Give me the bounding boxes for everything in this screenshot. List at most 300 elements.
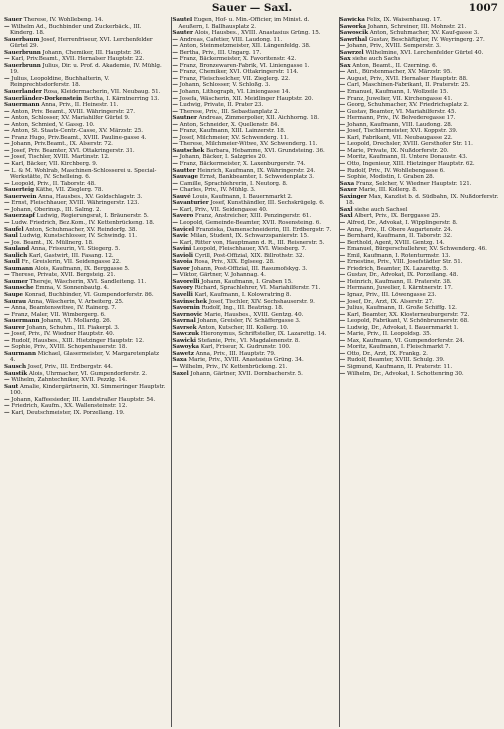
entry-details: Josef, Priv., IV. Wiedner Hauptstr. 40. (11, 331, 115, 338)
entry-surname: — (339, 331, 346, 338)
entry-details: Anna, Beamtenswitwe, IV. Rainerg. 7. (11, 305, 117, 312)
entry-details: Karl, Beamter, XX. Klosterneuburgerstr. 72. (346, 311, 470, 318)
entry-details: Anna, Wäscherin, V. Arbeiterg. 25. (27, 298, 124, 305)
entry-surname: — (172, 82, 178, 89)
entry-details: Anton, Kutscher, III. Kollerg. 10. (198, 324, 289, 331)
entry-details: Anton, Beamt., II. Czerning. 6. (352, 62, 438, 69)
entry-surname: Savoia (172, 259, 193, 266)
entry-surname: Saurmann (4, 350, 36, 357)
entry-surname: Sax (339, 56, 351, 63)
entry-surname: Sauerbrunn (4, 49, 41, 56)
entry-surname: Saworka (339, 23, 366, 30)
entry-details: Charles, Priv., IV. Mühlg. 3. (179, 187, 256, 194)
entry-details: Marie, III. Kollerg. 8. (358, 187, 418, 194)
entry-details: Johann, Bäcker, I. Salzgries 20. (179, 154, 267, 161)
entry-surname: Savanturier (172, 200, 209, 207)
entry-surname: — (339, 363, 346, 370)
entry-surname: — (339, 239, 346, 246)
entry-surname: — (339, 252, 346, 259)
entry-surname: — (172, 36, 178, 43)
directory-entry (340, 371, 500, 378)
entry-details: Hermann, Priv., IV. Belvederegasse 17. (346, 115, 456, 122)
page-number: 1007 (468, 2, 498, 14)
entry-details: Johann, Kaufmann, I. Graben 15. (201, 278, 293, 285)
entry-surname: Sauerbaum (4, 36, 40, 43)
entry-surname: — (172, 95, 178, 102)
entry-details: Marie, Priv., XVIII. Anastasius Grüng. 34. (188, 357, 304, 364)
column-1 (4, 17, 165, 727)
entry-details: Anton, Priv. Beamt., XVIII. Währingerstr. 27. (11, 108, 136, 115)
entry-details: Therese, Private, XVII. Bergsteig. 21. (11, 272, 116, 279)
entry-surname: — (4, 239, 10, 246)
entry-surname: Saul (4, 233, 18, 240)
entry-details: Felix, IX. Waisenhausg. 17. (366, 17, 442, 23)
entry-surname: — (172, 363, 178, 370)
entry-details: Josef, Tischler, XIV. Sechshauserstr. 9. (208, 298, 315, 305)
entry-surname: — (339, 89, 346, 96)
entry-details: Viktor, Gärtner, V. Johannag. 4. (179, 272, 266, 279)
entry-surname: — (339, 259, 346, 266)
entry-details: Rudolf, Ing., III. Beatrixg. 18. (201, 305, 284, 312)
entry-surname: Sawicka (339, 17, 365, 23)
entry-details: Otto, Dr., Arzt, IX. Frankg. 2. (346, 350, 428, 357)
entry-surname: Sauermann (4, 102, 40, 109)
entry-details: Anton, Schuhmacher, XV. Reindorfg. 38. (25, 226, 138, 233)
entry-surname: Sawetz (172, 350, 194, 357)
entry-surname: Saxa (172, 357, 187, 364)
directory-entry (4, 37, 165, 50)
directory-entry (4, 351, 165, 364)
entry-details: Franz, Kaufmann, XIII. Lainzerstr. 18. (179, 128, 286, 135)
entry-details: Karl, Friseur, X. Gudrunstr. 100. (200, 344, 291, 351)
entry-details: Emanuel, Bürgerschullehrer, XV. Schwenderg. 46. (346, 246, 487, 253)
entry-details: Josef, Herrenfriseur, XVI. Lerchenfelder Gürtel 29. (10, 36, 153, 50)
entry-surname: — (172, 154, 178, 161)
entry-surname: — (339, 141, 346, 148)
entry-surname: — (172, 56, 178, 63)
entry-details: Konrad, Buchbinder, VI. Gumpendorferstr. 86. (24, 291, 154, 298)
entry-details: Käthe, VII. Zieglerg. 78. (35, 187, 104, 194)
entry-surname: Saustik (4, 370, 28, 377)
entry-surname: — (339, 272, 346, 279)
entry-details: Leopold, Drechsler, XVIII. Gersthofer Str. 11. (346, 141, 473, 148)
entry-details: Rosa, Kleidermacherin, VII. Neubaug. 51. (43, 89, 161, 96)
entry-surname: Savrnal (172, 318, 196, 325)
entry-details: Anna, Priv., II. Heinestr. 11. (41, 102, 119, 109)
entry-details: Karl, Gastwirt, III. Fasang. 12. (28, 252, 114, 259)
entry-surname: Savic (172, 233, 189, 240)
entry-details: Cyrill, Post-Offizial, XIX. Billrothstr. 32. (194, 252, 305, 259)
directory-entry (4, 76, 165, 89)
entry-details: Leopold, Priv., II. Taborstr. 48. (11, 180, 96, 187)
entry-surname: — (339, 233, 346, 240)
entry-details: Johann, Lithograph, VI. Liniengasse 14. (179, 89, 291, 96)
entry-details: Sophie, Modistin, I. Graben 28. (346, 174, 435, 181)
entry-surname: — (172, 121, 178, 128)
entry-surname: — (4, 403, 10, 410)
entry-surname: Sauland (4, 246, 30, 253)
entry-surname: Sawrthal (339, 36, 368, 43)
entry-details: Johann, Priv., XVIII. Semperstr. 3. (346, 43, 441, 50)
entry-surname: — (4, 108, 10, 115)
entry-details: Bertha, I. Kärntnerring 13. (83, 95, 160, 102)
column-3 (339, 17, 500, 727)
entry-surname: — (4, 141, 10, 148)
entry-surname: — (339, 344, 346, 351)
entry-surname: — (4, 23, 10, 30)
entry-details: Ernst, Fleischhauer, XVIII. Währingerstr. 123. (11, 200, 140, 207)
entry-surname: — (339, 318, 346, 325)
entry-details: Heinrich, Kaufmann, IX. Währingerstr. 24. (197, 167, 316, 174)
entry-details: Therese, Priv., III. Sebastianplatz 2. (179, 108, 280, 115)
entry-details: Bernhard, Kaufmann, II. Taborstr. 32. (346, 233, 452, 240)
entry-details: Emil, Kaufmann, I. Rotenturmstr. 13. (346, 252, 451, 259)
entry-details: Alois, Uhrmacher, VI. Gumpendorferstr. 2. (28, 370, 147, 377)
entry-details: Gustav, Beamter, VI. Mariahilferstr. 45. (346, 108, 457, 115)
directory-entry (172, 371, 332, 378)
entry-details: Louis, Kaufmann, I. Bauernmarkt 2. (192, 193, 293, 200)
entry-surname: Savorelli (172, 278, 200, 285)
entry-details: Leopold, Fleischhauer, XVI. Wiesberg. 7. (193, 246, 307, 253)
entry-details: Sophie, Priv., XVIII. Schopenhauerstr. 18. (11, 344, 128, 351)
entry-surname: — (4, 134, 10, 141)
entry-details: Max, Kaufmann, VI. Gumpendorferstr. 24. (346, 337, 465, 344)
entry-surname: Sawicki (172, 337, 196, 344)
entry-details: Karl, Ritter von, Hauptmann d. R., III. Reisnerstr. 5. (179, 239, 325, 246)
entry-surname: — (172, 206, 178, 213)
entry-details: Moritz, Kaufmann, II. Untere Donaustr. 43. (346, 154, 468, 161)
entry-details: Therese, Milchmeier-Witwe, XV. Schwenderg. 11. (179, 141, 318, 148)
entry-surname: — (172, 161, 178, 168)
entry-surname: Savory (172, 285, 193, 292)
entry-details: Stefanie, Priv., VI. Magdalenenstr. 8. (197, 337, 300, 344)
entry-surname: Savini (172, 246, 192, 253)
entry-surname: Sausch (4, 363, 27, 370)
entry-surname: Sauerzapf (4, 213, 35, 220)
entry-details: Anna, Friseurin, VI. Stiegerg. 5. (30, 246, 121, 253)
entry-details: Franziska, Damenschneiderin, III. Erdbergstr. 7. (195, 226, 332, 233)
entry-surname: — (172, 102, 178, 109)
entry-details: Anna, Priv., III. Hauptstr. 79. (195, 350, 276, 357)
entry-details: Therese, IV. Wohllebeng. 14. (23, 17, 104, 23)
entry-details: Johann, Post-Offizial, III. Rasumofskyg. 3. (191, 265, 308, 272)
entry-details: Jos. Beamt., IX. Müllnerg. 18. (11, 239, 94, 246)
entry-details: Rosa, Priv., XIX. Eglseeg. 28. (194, 259, 275, 266)
entry-surname: — (339, 265, 346, 272)
entry-details: Ernst, Bankbeamter, I. Schwedenplatz 3. (199, 174, 314, 181)
entry-details: Julius, Kaufmann, II. Große Schiffg. 12. (346, 305, 457, 312)
entry-details: Johann, Kaffeesieder, III. Landstraßer Hauptstr. 54. (11, 396, 156, 403)
entry-details: Johann, Gärtner, XVII. Dornbacherstr. 5. (190, 370, 303, 377)
entry-details: Georg, Schuhmacher, XV. Friedrichsplatz 2. (346, 102, 469, 109)
entry-surname: — (4, 180, 10, 187)
directory-entry (4, 168, 165, 181)
entry-details: Albert, Priv., IX. Berggasse 25. (354, 213, 441, 220)
entry-surname: — (172, 43, 178, 50)
directory-columns (4, 17, 500, 727)
entry-surname: Saurer (4, 324, 25, 331)
entry-surname: — (339, 167, 346, 174)
entry-surname: Sawoscik (339, 30, 369, 37)
entry-surname: Sauerlander (4, 89, 42, 96)
entry-surname: — (339, 161, 346, 168)
entry-surname: — (339, 95, 346, 102)
entry-details: Rudolf, Beamter, XVIII. Schulg. 39. (346, 357, 445, 364)
entry-details: Johann, Oberinsp., III. Salmg. 2. (11, 206, 102, 213)
entry-details: Franz, Fleischselcher, VII. Zieglerg. 22. (179, 75, 290, 82)
entry-surname: — (339, 337, 346, 344)
entry-details: Andreas, Zimmerpolier, XII. Aichhorng. 18. (198, 115, 320, 122)
entry-surname: — (172, 272, 178, 279)
entry-surname: — (4, 396, 10, 403)
entry-surname: Savero (172, 213, 194, 220)
entry-details: Otto, Ingenieur, XIII. Hietzinger Hauptstr. 62. (346, 161, 475, 168)
entry-details: Fr., Greislerin, VII. Seidengasse 22. (21, 259, 121, 266)
entry-details: Anton, Schneider, X. Quellenstr. 84. (179, 121, 280, 128)
entry-surname: — (339, 219, 346, 226)
entry-surname: Saxl (339, 213, 353, 220)
entry-details: Franz, Bäckermeister, X. Laxenburgerstr. 74. (179, 161, 306, 168)
entry-details: Leopold, Fabrikant, V. Schönbrunnerstr. 68. (346, 318, 469, 325)
directory-entry (172, 17, 332, 30)
entry-surname: Sax (339, 62, 351, 69)
entry-details: siehe auch Sachsel (354, 206, 408, 213)
entry-surname: Savicel (172, 226, 195, 233)
entry-surname: — (4, 128, 10, 135)
entry-surname: Saupe (4, 291, 23, 298)
entry-surname: — (339, 278, 346, 285)
entry-surname: — (339, 134, 346, 141)
entry-details: Gustav, Beschäftigter, IV. Weyringerg. 27. (368, 36, 485, 43)
entry-details: Thereje, Wäscherin, XVI. Sandleiteng. 11. (29, 278, 147, 285)
entry-details: Moritz, Kaufmann, I. Fleischmarkt 7. (346, 344, 451, 351)
entry-details: Anna, Priv., II. Obere Augartenstr. 24. (346, 226, 453, 233)
entry-details: August, Priv., XVII. Hernalser Hauptstr. 88. (346, 75, 468, 82)
entry-details: Johann, VI. Mollardg. 26. (41, 318, 112, 325)
entry-surname: Sautschek (172, 147, 205, 154)
entry-details: Franz, Juwelier, VII. Kirchengasse 41. (346, 95, 453, 102)
directory-entry (4, 410, 165, 417)
page-header (6, 2, 498, 16)
entry-surname: — (339, 226, 346, 233)
entry-details: Leopold, Gemeinde-Beamter, XVII. Rosensteing. 6. (179, 219, 321, 226)
entry-surname: — (172, 141, 178, 148)
entry-surname: Sautel (172, 17, 193, 23)
entry-surname: — (4, 409, 10, 416)
entry-surname: — (172, 128, 178, 135)
entry-details: Franz Hugo, Priv.Beamt., XVIII. Pauline-gasse 4. (11, 134, 147, 141)
entry-surname: Savrsek (172, 324, 197, 331)
entry-surname: — (172, 108, 178, 115)
entry-details: Johann, Chemiker, III. Hauptstr. 36. (42, 49, 143, 56)
entry-surname: Sauerteig (4, 187, 34, 194)
entry-surname: — (339, 298, 346, 305)
entry-details: Anton, Steinmetzmeister, XII. Längenfeldg. 38. (179, 43, 311, 50)
entry-surname: — (339, 291, 346, 298)
entry-details: Ludwig, Private, II. Prater 23. (179, 102, 264, 109)
entry-details: Josef, Priv., III. Erdbergstr. 44. (27, 363, 113, 370)
entry-surname: — (4, 311, 10, 318)
entry-surname: — (172, 219, 178, 226)
entry-surname: Savornin (172, 305, 200, 312)
entry-surname: — (4, 200, 10, 207)
entry-surname: Sawczuk (172, 331, 199, 338)
entry-details: Alfred, Dr., Advokat, I. Wipplingerstr. 8. (346, 219, 458, 226)
entry-surname: Saxer (339, 187, 357, 194)
entry-surname: Sauvage (172, 174, 199, 181)
entry-details: Carl, Maschinen-Fabrikant, II. Praterstr. 25. (346, 82, 470, 89)
entry-surname: Sautter (172, 167, 196, 174)
entry-details: Karl, Bäcker, VII. Kirchberg. 9. (11, 161, 98, 168)
entry-details: Ludwig, Dr., Advokat, I. Bauernmarkt 1. (346, 324, 459, 331)
entry-details: Johann, Schuhm., III. Fiakerpl. 3. (26, 324, 120, 331)
entry-details: Johann, Priv.Beamt., IX. Alserstr. 72. (11, 141, 113, 148)
entry-details: Franz, Selcher, V. Wiedner Hauptstr. 121. (355, 180, 472, 187)
entry-surname: — (339, 128, 346, 135)
entry-details: Johann, Greisler, IV. Schäffergasse 3. (197, 318, 301, 325)
entry-surname: Saumer (4, 278, 28, 285)
entry-details: Hermann, Juwelier, I. Kärntnerstr. 17. (346, 285, 453, 292)
entry-surname: — (172, 75, 178, 82)
entry-surname: — (172, 187, 178, 194)
entry-details: Richard, Sprachlehrer, VI. Mariahilferstr. 71. (194, 285, 321, 292)
entry-details: Karl, Fabrikant, VII. Neubaugasse 22. (346, 134, 453, 141)
entry-surname: Sautner (172, 115, 197, 122)
entry-details: Anton, Schlosser, XV. Mariahilfer Gürtel 9. (11, 115, 130, 122)
entry-surname: — (339, 311, 346, 318)
entry-surname: — (4, 147, 10, 154)
entry-details: Bertha, Priv., III. Ungarg. 17. (179, 49, 262, 56)
entry-details: Franz, Maler, VII. Wimbergerg. 6. (11, 311, 106, 318)
entry-surname: Saxa (339, 180, 355, 187)
entry-surname: Sauermann (4, 318, 40, 325)
entry-surname: — (172, 180, 178, 187)
entry-details: Ludwig, Regierungsrat, I. Bräunerstr. 5. (36, 213, 149, 220)
entry-surname: — (339, 121, 346, 128)
entry-details: Josefa, Wäscherin, XII. Meidlinger Hauptstr. 20. (179, 95, 314, 102)
entry-surname: — (339, 305, 346, 312)
entry-details: Ignaz, Priv., III. Löwengasse 23. (346, 291, 437, 298)
entry-details: Marie, Private, IX. Nußdorferstr. 20. (346, 147, 449, 154)
entry-details: Barbara, Hebamme, XVI. Grundsteing. 36. (205, 147, 325, 154)
entry-surname: Sauvé (172, 193, 191, 200)
entry-details: Friedrich, Beamter, IX. Lazarettg. 5. (346, 265, 449, 272)
directory-entry (4, 24, 165, 37)
entry-surname: Saufel (4, 226, 24, 233)
entry-surname: — (4, 167, 10, 174)
entry-surname: — (339, 285, 346, 292)
entry-details: Franz, Bronzewaren-Fabrik, VI. Liniengasse 1. (179, 62, 310, 69)
entry-details: Wilhelmine, XVI. Lerchenfelder Gürtel 40. (365, 49, 484, 56)
entry-surname: — (339, 357, 346, 364)
entry-surname: — (4, 377, 10, 384)
entry-details: Sigmund, Kaufmann, II. Praterstr. 11. (346, 363, 453, 370)
entry-details: Josef, Priv. Beamter, XVI. Ottakringerstr. 31. (11, 147, 135, 154)
entry-details: Josef, Kunsthändler, III. Sechskrügelg. 6. (210, 200, 325, 207)
entry-details: Max, Kanzlist b. d. Südbahn, IX. Nußdorferstr. 18. (345, 193, 499, 207)
entry-details: Johann, Schlosser, V. Schloßg. 3. (179, 82, 271, 89)
entry-surname: Savor (172, 265, 190, 272)
entry-details: Anna, Hausbes., XV. Goldschlagstr. 3. (38, 193, 143, 200)
entry-surname: Saunsche (4, 285, 34, 292)
entry-surname: — (339, 350, 346, 357)
entry-surname: Sauerbrunn (4, 62, 41, 69)
entry-details: Wilhelm, Priv., IV. Kettenbrückeng. 21. (179, 363, 288, 370)
entry-surname: Saxl (339, 206, 353, 213)
entry-details: Franz, Anstreicher, XIII. Penzingerstr. 61. (194, 213, 312, 220)
entry-details: Ant., Bürstenmacher, XV. Märzstr. 95. (346, 69, 452, 76)
entry-surname: — (172, 69, 178, 76)
entry-surname: — (172, 134, 178, 141)
entry-surname: Sauerwein (4, 193, 37, 200)
entry-surname: Saxel (172, 370, 189, 377)
entry-surname: — (4, 121, 10, 128)
entry-details: Rudolf, Hausbes., XIII. Hietzinger Hauptstr. 12. (11, 337, 144, 344)
entry-details: Milan, Student, IX. Schwarzspanierstr. 15. (190, 233, 309, 240)
entry-details: Michael, Glasermeister, V. Margaretenplatz 4. (10, 350, 160, 364)
entry-details: Karl, Priv.Beamt., XVII. Hernalser Hauptstr. 22. (11, 56, 145, 63)
entry-surname: Sauter (172, 30, 193, 37)
entry-surname: — (172, 62, 178, 69)
entry-details: L. & M. Wohlrab, Maschinen-Schlosserei u. Special-Werkstätte, IV. Schelleing. 6. (10, 167, 157, 181)
entry-surname: — (339, 108, 346, 115)
entry-surname: — (339, 82, 346, 89)
entry-details: Andreas, Cafetier, VIII. Laudong. 11. (179, 36, 283, 43)
entry-details: Marie, Hausbes., XVIII. Gentzg. 40. (204, 311, 304, 318)
entry-details: Gustav, Dr., Advokat, IX. Porzellang. 48. (346, 272, 459, 279)
entry-surname: Saull (4, 259, 20, 266)
entry-surname: — (339, 102, 346, 109)
entry-surname: Sawrzel (339, 49, 364, 56)
entry-details: Karl, Deutschmeister, IX. Porzellang. 19. (11, 409, 125, 416)
entry-details: Emanuel, Kaufmann, I. Wollzeile 15. (346, 89, 449, 96)
entry-details: Anton, St. Staats-Centr.-Casse, XV. Märzstr. 25. (11, 128, 143, 135)
entry-details: Friedrich, Kaufm., XX. Wallensteinstr. 12. (11, 403, 128, 410)
entry-details: Wilhelm, Dr., Advokat, I. Schottenring 30. (346, 370, 464, 377)
entry-surname: — (339, 43, 346, 50)
entry-details: Josef, Tischlermeister, XVI. Koppstr. 39. (346, 128, 458, 135)
entry-details: Berthold, Agent, XVIII. Gentzg. 14. (346, 239, 445, 246)
directory-entry (4, 384, 165, 397)
entry-details: Heinrich, Kaufmann, II. Praterstr. 38. (346, 278, 452, 285)
entry-surname: — (339, 75, 346, 82)
entry-surname: — (4, 206, 10, 213)
entry-details: Anton, Schmied, V. Gassg. 10. (11, 121, 95, 128)
entry-details: Julius, Dir. u. Prof. d. Akademie, IV. Mühlg. 19. (10, 62, 162, 76)
entry-surname: — (339, 246, 346, 253)
entry-details: Hieronymus, Schriftsteller, IX. Lazarettg. 14. (200, 331, 327, 338)
entry-details: Wilhelm, Zahntechniker, XVII. Pezzlg. 14. (11, 377, 127, 384)
column-2 (171, 17, 332, 727)
entry-surname: — (4, 56, 10, 63)
entry-surname: Sauer (4, 17, 22, 23)
entry-details: Ernestine, Priv., VIII. Josefstädter Str. 51. (346, 259, 463, 266)
entry-details: Ludw. Friedrich, Bez.Kom., IV. Kettenbrückeng. 18. (11, 219, 155, 226)
entry-details: siehe auch Sachs (352, 56, 401, 63)
entry-details: Johann, Kaufmann, VIII. Laudong. 28. (346, 121, 453, 128)
entry-details: Franz, Bäckermeister, X. Favoritenstr. 42. (179, 56, 297, 63)
entry-details: Johann, Schreiner, III. Mohnstr. 21. (367, 23, 467, 30)
entry-surname: — (4, 161, 10, 168)
entry-details: Julius, Leopoldine, Buchhalterin, V. Reinprechtsdorferstr. 18. (10, 75, 110, 89)
entry-details: Karl, Priv., VII. Seidengasse 40. (179, 206, 268, 213)
page-title: Sauer — Saxl. (211, 2, 293, 14)
entry-surname: — (172, 89, 178, 96)
entry-surname: Saurau (4, 298, 27, 305)
directory-entry (340, 194, 500, 207)
entry-details: Karl, Kaufmann, I. Kolowratring 8. (194, 291, 292, 298)
entry-surname: Saulich (4, 252, 28, 259)
